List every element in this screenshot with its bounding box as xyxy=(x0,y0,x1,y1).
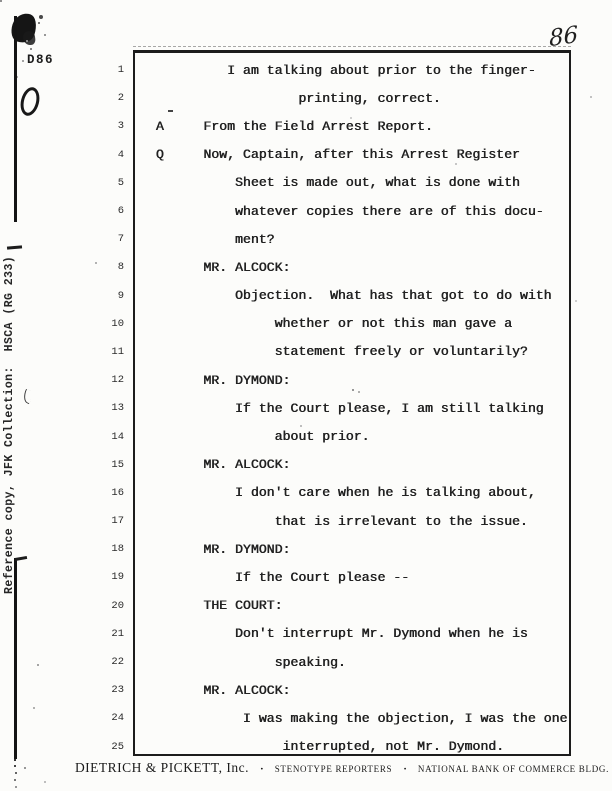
line-number: 1 xyxy=(117,64,124,77)
reporter-firm-name: DIETRICH & PICKETT, Inc. xyxy=(74,760,250,775)
line-text: MR. ALCOCK: xyxy=(156,457,291,473)
line-text: If the Court please -- xyxy=(156,569,410,585)
transcript-line xyxy=(117,253,569,281)
transcript-line xyxy=(111,451,569,479)
margin-dash-mark-bottom xyxy=(15,556,27,561)
line-text: MR. DYMOND: xyxy=(156,541,291,557)
line-text: that is irrelevant to the issue. xyxy=(156,513,528,529)
footer-separator-dot: · xyxy=(403,763,407,775)
transcript-line xyxy=(117,225,569,253)
line-number: 15 xyxy=(111,458,124,471)
transcript-line xyxy=(111,338,569,366)
transcript-line xyxy=(111,535,569,563)
margin-squiggle-mark xyxy=(21,389,35,405)
line-text: whether or not this man gave a xyxy=(156,316,513,332)
line-number: 23 xyxy=(111,684,124,697)
line-number: 3 xyxy=(117,120,124,133)
transcript-line xyxy=(117,169,569,197)
line-number: 17 xyxy=(111,515,124,528)
line-number: 7 xyxy=(117,233,124,246)
line-number: 11 xyxy=(111,345,124,358)
transcript-line xyxy=(111,704,569,732)
line-text: MR. ALCOCK: xyxy=(156,259,291,275)
line-number: 25 xyxy=(111,740,124,753)
line-text: speaking. xyxy=(156,654,346,670)
line-text: Don't interrupt Mr. Dymond when he is xyxy=(156,626,528,642)
archive-reference-vertical-text: Reference copy, JFK Collection: HSCA (RG 233) xyxy=(3,255,16,594)
binding-edge-line-top xyxy=(14,16,17,222)
line-text: printing, correct. xyxy=(156,90,441,106)
line-number: 24 xyxy=(111,712,124,725)
line-number: 16 xyxy=(111,486,124,499)
transcript-line xyxy=(117,84,569,112)
reporter-footer xyxy=(72,760,612,776)
transcript-line xyxy=(111,648,569,676)
line-number: 22 xyxy=(111,656,124,669)
transcript-line xyxy=(111,479,569,507)
line-number: 10 xyxy=(111,317,124,330)
line-text: I am talking about prior to the finger- xyxy=(156,62,536,78)
line-number: 4 xyxy=(117,148,124,161)
transcript-line xyxy=(111,507,569,535)
line-text: ment? xyxy=(156,231,275,247)
line-text: whatever copies there are of this docu- xyxy=(156,203,544,219)
line-number: 9 xyxy=(117,289,124,302)
transcript-line xyxy=(117,56,569,84)
transcript-line xyxy=(111,676,569,704)
line-number: 14 xyxy=(111,430,124,443)
transcript-line xyxy=(111,310,569,338)
scan-noise-speckles xyxy=(0,0,2,2)
transcript-line xyxy=(111,366,569,394)
transcript-line xyxy=(111,592,569,620)
reporter-address: NATIONAL BANK OF COMMERCE BLDG. xyxy=(417,764,610,774)
transcript-line xyxy=(111,563,569,591)
line-text: THE COURT: xyxy=(156,598,283,614)
ink-blot-mark xyxy=(8,10,40,46)
transcript-line xyxy=(111,422,569,450)
line-number: 13 xyxy=(111,402,124,415)
handwritten-circle-mark xyxy=(18,85,42,117)
line-text: interrupted, not Mr. Dymond. xyxy=(156,739,505,755)
line-text: Objection. What has that got to do with xyxy=(156,288,552,304)
line-number: 12 xyxy=(111,374,124,387)
line-text: Sheet is made out, what is done with xyxy=(156,175,521,191)
line-number: 19 xyxy=(111,571,124,584)
transcript-line xyxy=(111,620,569,648)
transcript-line xyxy=(111,394,569,422)
line-number: 2 xyxy=(117,92,124,105)
line-number: 20 xyxy=(111,599,124,612)
transcript-line xyxy=(117,112,569,140)
handwritten-page-number: 86 xyxy=(548,21,579,53)
exhibit-stamp: D86 xyxy=(27,53,55,67)
line-text: I don't care when he is talking about, xyxy=(156,485,536,501)
transcript-line xyxy=(117,282,569,310)
line-text: statement freely or voluntarily? xyxy=(156,344,528,360)
transcript-line xyxy=(111,733,569,761)
transcript-frame xyxy=(111,50,571,756)
line-number: 18 xyxy=(111,543,124,556)
line-number: 5 xyxy=(117,176,124,189)
line-text: about prior. xyxy=(156,429,370,445)
line-number: 21 xyxy=(111,627,124,640)
line-number: 8 xyxy=(117,261,124,274)
line-text: If the Court please, I am still talking xyxy=(156,400,544,416)
scan-border-artifact xyxy=(133,46,571,47)
transcript-line xyxy=(117,141,569,169)
transcript-line xyxy=(117,197,569,225)
footer-separator-dot: · xyxy=(260,763,264,775)
line-text: MR. ALCOCK: xyxy=(156,682,291,698)
stray-mark xyxy=(168,110,173,112)
reporter-descriptor: STENOTYPE REPORTERS xyxy=(274,764,393,774)
transcript-body xyxy=(111,56,569,761)
line-number: 6 xyxy=(117,205,124,218)
line-text: MR. DYMOND: xyxy=(156,372,291,388)
line-text: Q Now, Captain, after this Arrest Register xyxy=(156,147,521,163)
line-text: I was making the objection, I was the one xyxy=(156,710,568,726)
line-text: A From the Field Arrest Report. xyxy=(156,118,433,134)
